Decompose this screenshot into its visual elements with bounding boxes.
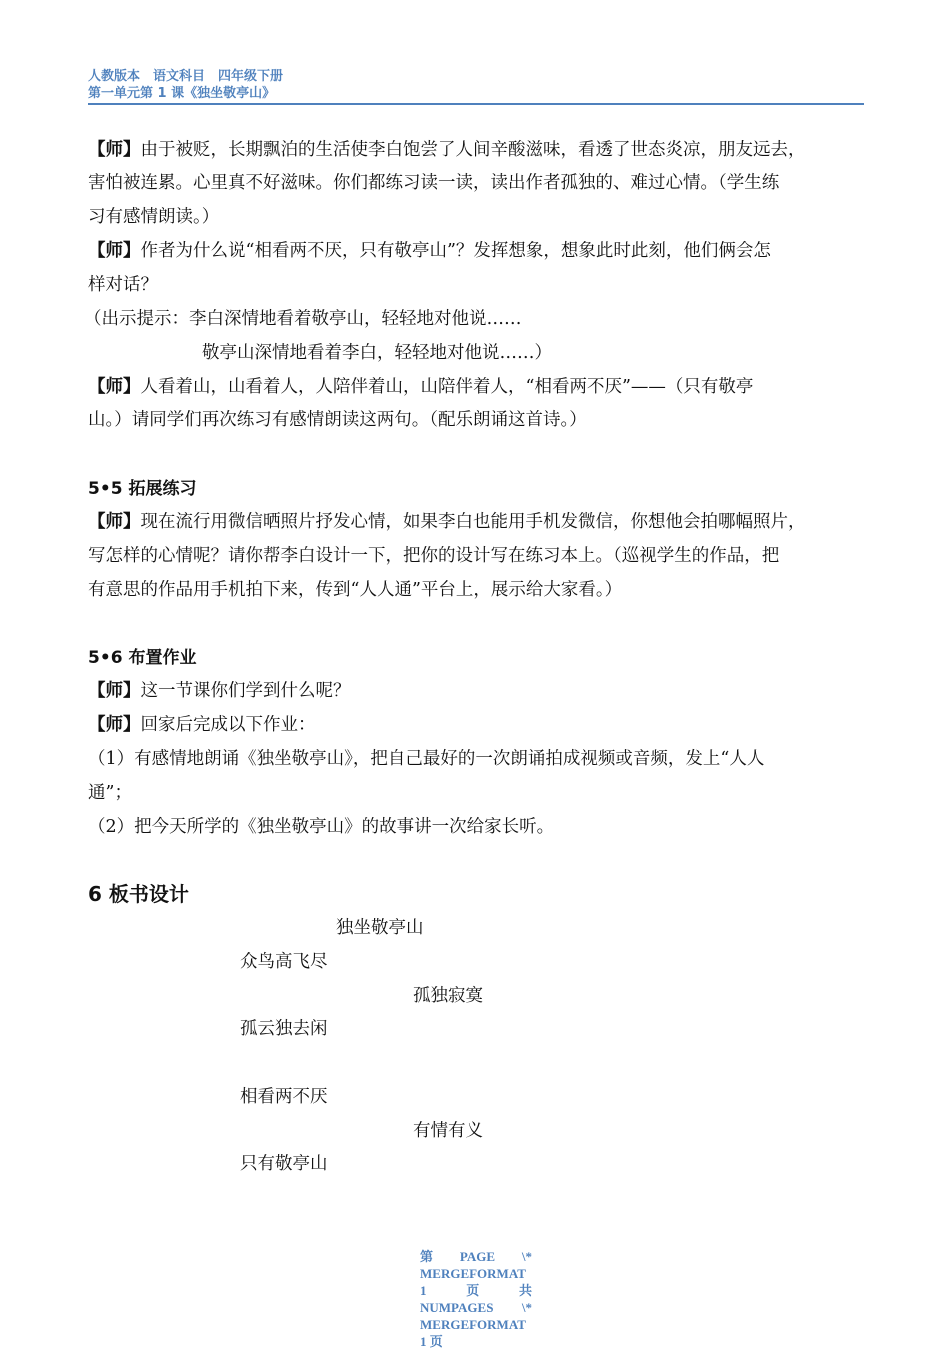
section-heading: 5•5 拓展练习 bbox=[88, 479, 197, 499]
paragraph-line: 【师】作者为什么说“相看两不厌，只有敬亭山”？发挥想象，想象此时此刻，他们俩会怎 bbox=[88, 241, 771, 261]
hint-line: （出示提示：李白深情地看着敬亭山，轻轻地对他说…… bbox=[84, 309, 522, 329]
homework-item: 通”； bbox=[88, 783, 132, 803]
paragraph-line: 【师】回家后完成以下作业： bbox=[88, 715, 316, 735]
paragraph-line: 【师】由于被贬，长期飘泊的生活使李白饱尝了人间辛酸滋味，看透了世态炎凉，朋友远去， bbox=[88, 140, 806, 160]
board-line: 众鸟高飞尽 bbox=[240, 952, 328, 972]
paragraph-line: 习有感情朗读。） bbox=[88, 207, 220, 227]
teacher-tag: 【师】 bbox=[88, 512, 141, 532]
paragraph-line: 【师】现在流行用微信晒照片抒发心情，如果李白也能用手机发微信，你想他会拍哪幅照片， bbox=[88, 512, 806, 532]
hint-line: 敬亭山深情地看着李白，轻轻地对他说……） bbox=[202, 343, 552, 363]
board-title: 独坐敬亭山 bbox=[336, 918, 424, 938]
teacher-tag: 【师】 bbox=[88, 681, 141, 701]
board-line: 相看两不厌 bbox=[240, 1087, 328, 1107]
board-note: 孤独寂寞 bbox=[413, 986, 483, 1006]
paragraph-line: 有意思的作品用手机拍下来，传到“人人通”平台上，展示给大家看。） bbox=[88, 580, 623, 600]
paragraph-line: 害怕被连累。心里真不好滋味。你们都练习读一读，读出作者孤独的、难过心情。（学生练 bbox=[88, 173, 780, 193]
paragraph-line: 山。）请同学们再次练习有感情朗读这两句。（配乐朗诵这首诗。） bbox=[88, 410, 587, 430]
homework-item: （2）把今天所学的《独坐敬亭山》的故事讲一次给家长听。 bbox=[88, 817, 555, 837]
header-line-1: 人教版本 语文科目 四年级下册 bbox=[88, 69, 284, 84]
section-heading: 6 板书设计 bbox=[88, 882, 189, 906]
paragraph-line: 样对话？ bbox=[88, 275, 158, 295]
header-rule bbox=[88, 103, 864, 105]
teacher-tag: 【师】 bbox=[88, 241, 141, 261]
board-note: 有情有义 bbox=[413, 1121, 483, 1141]
section-heading: 5•6 布置作业 bbox=[88, 648, 197, 668]
page-header bbox=[88, 68, 864, 102]
paragraph-line: 【师】人看着山，山看着人，人陪伴着山，山陪伴着人，“相看两不厌”——（只有敬亭 bbox=[88, 377, 754, 397]
paragraph-line: 写怎样的心情呢？请你帮李白设计一下，把你的设计写在练习本上。（巡视学生的作品，把 bbox=[88, 546, 780, 566]
teacher-tag: 【师】 bbox=[88, 140, 141, 160]
teacher-tag: 【师】 bbox=[88, 715, 141, 735]
page-footer: 第 PAGE \* MERGEFORMAT 1 页 共 NUMPAGES \* MERGEFORMAT 1 页 bbox=[420, 1249, 532, 1349]
teacher-tag: 【师】 bbox=[88, 377, 141, 397]
header-line-2: 第一单元第 1 课《独坐敬亭山》 bbox=[88, 86, 276, 101]
board-line: 只有敬亭山 bbox=[240, 1154, 328, 1174]
paragraph-line: 【师】这一节课你们学到什么呢？ bbox=[88, 681, 351, 701]
homework-item: （1）有感情地朗诵《独坐敬亭山》，把自己最好的一次朗诵拍成视频或音频，发上“人人 bbox=[88, 749, 765, 769]
board-line: 孤云独去闲 bbox=[240, 1019, 328, 1039]
